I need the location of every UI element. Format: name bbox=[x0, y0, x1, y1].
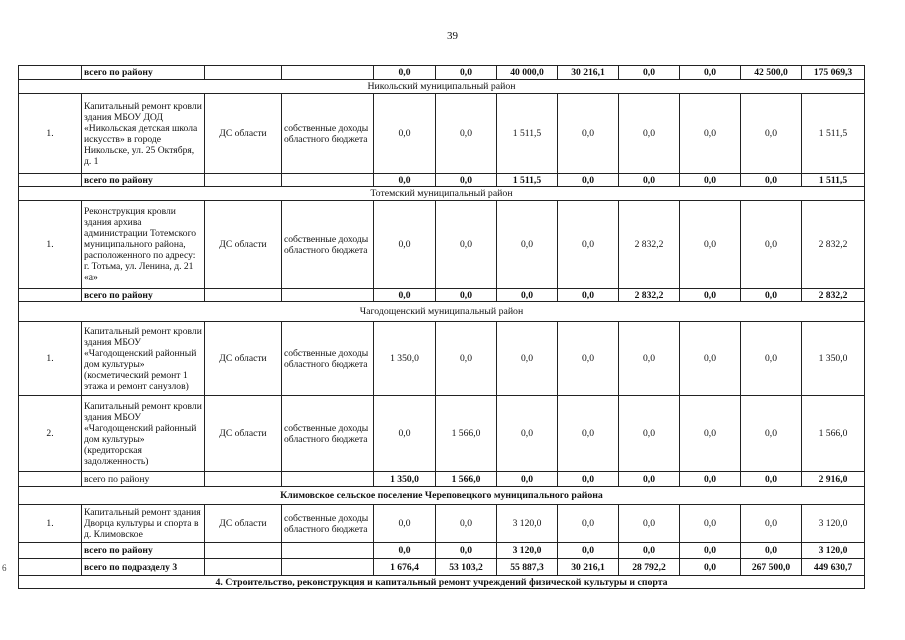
cell-value: 3 120,0 bbox=[802, 543, 865, 559]
cell-value: 1 566,0 bbox=[802, 396, 865, 472]
table-row-total bbox=[19, 543, 865, 559]
cell-value: 0,0 bbox=[619, 396, 680, 472]
cell-value: 0,0 bbox=[497, 396, 558, 472]
cell-value: 267 500,0 bbox=[741, 559, 802, 576]
cell-value: 3 120,0 bbox=[497, 505, 558, 543]
project-description: Капитальный ремонт кровли здания МБОУ «Чагодощенский районный дом культуры» (косметический ремонт 1 этажа и ремонт санузлов) bbox=[82, 322, 205, 396]
cell-value: 0,0 bbox=[741, 396, 802, 472]
cell-value: 30 216,1 bbox=[558, 66, 619, 80]
cell-value: 3 120,0 bbox=[497, 543, 558, 559]
cell-value: 0,0 bbox=[436, 174, 497, 187]
cell-value: 0,0 bbox=[619, 543, 680, 559]
cell-value: 0,0 bbox=[558, 174, 619, 187]
row-number: 1. bbox=[19, 322, 82, 396]
section-heading: Тотемский муниципальный район bbox=[19, 187, 865, 201]
cell-value: 449 630,7 bbox=[802, 559, 865, 576]
cell-value: 0,0 bbox=[741, 472, 802, 487]
table-row-total bbox=[19, 289, 865, 302]
cell-value: 0,0 bbox=[680, 66, 741, 80]
section-heading: Климовское сельское поселение Череповецкого муниципального района bbox=[19, 487, 865, 505]
project-description: Капитальный ремонт кровли здания МБОУ «Чагодощенский районный дом культуры» (кредиторская задолженность) bbox=[82, 396, 205, 472]
cell-value: 0,0 bbox=[436, 543, 497, 559]
cell-value: 40 000,0 bbox=[497, 66, 558, 80]
cell-value: 175 069,3 bbox=[802, 66, 865, 80]
recipient: ДС области bbox=[205, 322, 282, 396]
page-number: 39 bbox=[447, 30, 458, 42]
cell-value: 0,0 bbox=[680, 289, 741, 302]
cell-value: 0,0 bbox=[680, 505, 741, 543]
cell-value: 0,0 bbox=[497, 472, 558, 487]
cell-value: 0,0 bbox=[680, 201, 741, 289]
cell-value: 0,0 bbox=[558, 543, 619, 559]
row-number: 2. bbox=[19, 396, 82, 472]
funding-source: собственные доходы областного бюджета bbox=[282, 322, 374, 396]
cell-value: 0,0 bbox=[680, 174, 741, 187]
cell-value: 0,0 bbox=[680, 472, 741, 487]
cell-value: 1 350,0 bbox=[374, 472, 436, 487]
recipient: ДС области bbox=[205, 505, 282, 543]
cell-value: 0,0 bbox=[741, 174, 802, 187]
funding-source: собственные доходы областного бюджета bbox=[282, 201, 374, 289]
cell-value: 0,0 bbox=[741, 289, 802, 302]
cell-value: 0,0 bbox=[741, 322, 802, 396]
cell-value: 1 566,0 bbox=[436, 472, 497, 487]
cell-value: 0,0 bbox=[558, 201, 619, 289]
cell-value: 0,0 bbox=[436, 322, 497, 396]
cell-value: 2 832,2 bbox=[802, 201, 865, 289]
cell-value: 0,0 bbox=[374, 289, 436, 302]
cell-value: 0,0 bbox=[558, 505, 619, 543]
cell-value: 0,0 bbox=[374, 174, 436, 187]
total-label: всего по району bbox=[82, 543, 205, 559]
cell-value: 0,0 bbox=[619, 322, 680, 396]
cell-value: 1 511,5 bbox=[497, 174, 558, 187]
cell-value: 0,0 bbox=[741, 201, 802, 289]
recipient: ДС области bbox=[205, 94, 282, 174]
cell-value: 0,0 bbox=[436, 289, 497, 302]
table-row bbox=[19, 322, 865, 396]
total-label: всего по району bbox=[82, 66, 205, 80]
cell-value: 2 832,2 bbox=[619, 201, 680, 289]
row-number: 1. bbox=[19, 94, 82, 174]
cell-value: 0,0 bbox=[619, 94, 680, 174]
cell-value: 0,0 bbox=[558, 94, 619, 174]
cell-value: 0,0 bbox=[680, 94, 741, 174]
table-row bbox=[19, 505, 865, 543]
section-heading: 4. Строительство, реконструкция и капитальный ремонт учреждений физической культуры и спорта bbox=[19, 576, 865, 589]
cell-value: 0,0 bbox=[497, 322, 558, 396]
project-description: Капитальный ремонт здания Дворца культуры и спорта в д. Климовское bbox=[82, 505, 205, 543]
cell-value: 0,0 bbox=[619, 505, 680, 543]
cell-value: 0,0 bbox=[619, 66, 680, 80]
cell-value: 0,0 bbox=[558, 322, 619, 396]
cell-value: 0,0 bbox=[374, 66, 436, 80]
cell-value: 0,0 bbox=[741, 505, 802, 543]
budget-table bbox=[18, 65, 865, 589]
cell-value: 0,0 bbox=[497, 201, 558, 289]
total-label: всего по району bbox=[82, 472, 205, 487]
total-label: всего по району bbox=[82, 174, 205, 187]
cell-value: 0,0 bbox=[374, 94, 436, 174]
cell-value: 0,0 bbox=[680, 543, 741, 559]
cell-value: 0,0 bbox=[497, 289, 558, 302]
cell-value: 0,0 bbox=[436, 66, 497, 80]
cell-value: 1 350,0 bbox=[374, 322, 436, 396]
cell-value: 3 120,0 bbox=[802, 505, 865, 543]
cell-value: 0,0 bbox=[374, 543, 436, 559]
subsection-total-label: всего по подразделу 3 bbox=[82, 559, 205, 576]
cell-value: 0,0 bbox=[558, 289, 619, 302]
cell-value: 0,0 bbox=[680, 396, 741, 472]
cell-value: 1 511,5 bbox=[497, 94, 558, 174]
table-row bbox=[19, 94, 865, 174]
cell-value: 0,0 bbox=[558, 396, 619, 472]
cell-value: 0,0 bbox=[374, 505, 436, 543]
cell-value: 53 103,2 bbox=[436, 559, 497, 576]
recipient: ДС области bbox=[205, 396, 282, 472]
project-description: Капитальный ремонт кровли здания МБОУ ДОД «Никольская детская школа искусств» в городе Никольске, ул. 25 Октября, д. 1 bbox=[82, 94, 205, 174]
cell-value: 0,0 bbox=[619, 174, 680, 187]
table-row-total bbox=[19, 66, 865, 80]
section-heading: Чагодощенский муниципальный район bbox=[19, 302, 865, 322]
cell-value: 2 832,2 bbox=[619, 289, 680, 302]
cell-value: 2 832,2 bbox=[802, 289, 865, 302]
cell-value: 0,0 bbox=[619, 472, 680, 487]
table-row-total bbox=[19, 174, 865, 187]
cell-value: 30 216,1 bbox=[558, 559, 619, 576]
cell-value: 0,0 bbox=[436, 201, 497, 289]
table-row-subtotal bbox=[19, 559, 865, 576]
cell-value: 0,0 bbox=[558, 472, 619, 487]
cell-value: 28 792,2 bbox=[619, 559, 680, 576]
funding-source: собственные доходы областного бюджета bbox=[282, 505, 374, 543]
cell-value: 1 566,0 bbox=[436, 396, 497, 472]
cell-value: 0,0 bbox=[374, 396, 436, 472]
cell-value: 0,0 bbox=[741, 94, 802, 174]
cell-value: 0,0 bbox=[680, 559, 741, 576]
cell-value: 2 916,0 bbox=[802, 472, 865, 487]
cell-value: 0,0 bbox=[436, 505, 497, 543]
margin-mark: 6 bbox=[2, 563, 7, 573]
recipient: ДС области bbox=[205, 201, 282, 289]
table-row-total bbox=[19, 472, 865, 487]
funding-source: собственные доходы областного бюджета bbox=[282, 94, 374, 174]
cell-value: 1 511,5 bbox=[802, 94, 865, 174]
section-heading: Никольский муниципальный район bbox=[19, 80, 865, 94]
project-description: Реконструкция кровли здания архива администрации Тотемского муниципального района, расположенного по адресу: г. Тотьма, ул. Ленина, д. 21 «а» bbox=[82, 201, 205, 289]
table-row bbox=[19, 396, 865, 472]
cell-value: 42 500,0 bbox=[741, 66, 802, 80]
cell-value: 1 350,0 bbox=[802, 322, 865, 396]
cell-value: 0,0 bbox=[374, 201, 436, 289]
cell-value: 1 511,5 bbox=[802, 174, 865, 187]
table-row bbox=[19, 201, 865, 289]
row-number: 1. bbox=[19, 201, 82, 289]
cell-value: 1 676,4 bbox=[374, 559, 436, 576]
cell-value: 0,0 bbox=[436, 94, 497, 174]
total-label: всего по району bbox=[82, 289, 205, 302]
cell-value: 0,0 bbox=[680, 322, 741, 396]
cell-value: 0,0 bbox=[741, 543, 802, 559]
funding-source: собственные доходы областного бюджета bbox=[282, 396, 374, 472]
row-number: 1. bbox=[19, 505, 82, 543]
cell-value: 55 887,3 bbox=[497, 559, 558, 576]
